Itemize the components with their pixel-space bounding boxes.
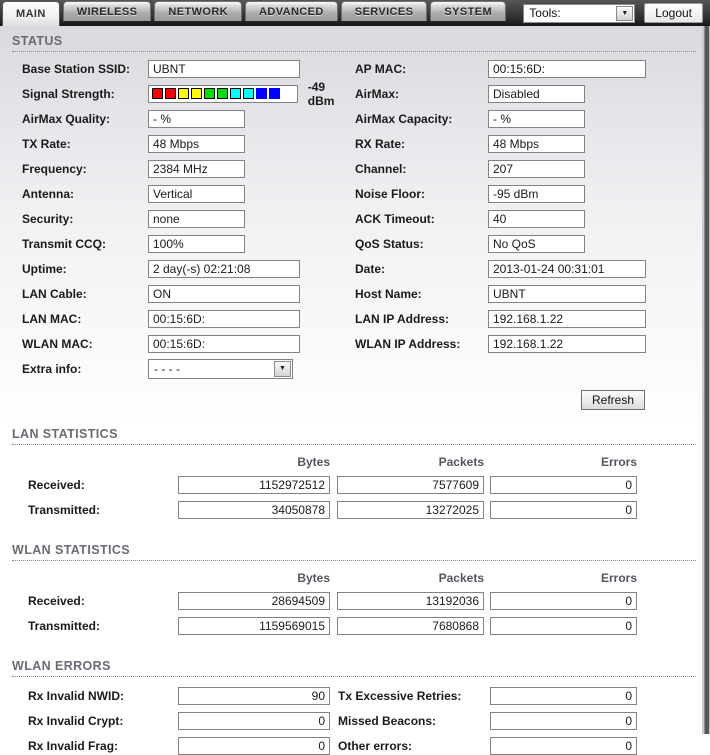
wlan-errors-header: Errors	[600, 571, 637, 585]
lan-statistics-section-title: LAN STATISTICS	[12, 427, 696, 445]
ack-timeout-value: 40	[488, 210, 585, 228]
wlan-bytes-header: Bytes	[297, 571, 330, 585]
transmit-ccq-value: 100%	[148, 235, 245, 253]
lan-errors-header: Errors	[600, 455, 637, 469]
wlan-packets-header: Packets	[438, 571, 484, 585]
airmax-quality-label: AirMax Quality:	[22, 111, 111, 126]
airmax-label: AirMax:	[355, 86, 400, 101]
tab-services[interactable]: SERVICES	[341, 1, 428, 21]
tx-rate-value: 48 Mbps	[148, 135, 245, 153]
tab-network[interactable]: NETWORK	[154, 1, 242, 21]
tx-excessive-retries-label: Tx Excessive Retries:	[338, 689, 462, 703]
wlan-errors-section-title: WLAN ERRORS	[12, 659, 696, 677]
lan-mac-label: LAN MAC:	[22, 311, 82, 326]
channel-value: 207	[488, 160, 585, 178]
topbar-actions	[523, 3, 703, 23]
wlan-received-bytes: 28694509	[178, 592, 330, 610]
lan-cable-value: ON	[148, 285, 300, 303]
airmax-capacity-label: AirMax Capacity:	[355, 111, 453, 126]
logout-button[interactable]: Logout	[644, 3, 703, 23]
tools-select[interactable]	[523, 4, 635, 23]
other-errors-value: 0	[490, 737, 637, 755]
tab-wireless[interactable]: WIRELESS	[63, 1, 152, 21]
missed-beacons-value: 0	[490, 712, 637, 730]
security-label: Security:	[22, 211, 74, 226]
lan-bytes-header: Bytes	[297, 455, 330, 469]
antenna-label: Antenna:	[22, 186, 74, 201]
wlan-received-label: Received:	[28, 594, 85, 608]
uptime-value: 2 day(-s) 02:21:08	[148, 260, 300, 278]
ap-mac-value: 00:15:6D:	[488, 60, 646, 78]
lan-packets-header: Packets	[438, 455, 484, 469]
extra-info-label: Extra info:	[22, 361, 82, 376]
rx-invalid-nwid-label: Rx Invalid NWID:	[28, 689, 125, 703]
rx-invalid-nwid-value: 90	[178, 687, 330, 705]
antenna-value: Vertical	[148, 185, 245, 203]
status-grid	[22, 56, 710, 381]
ack-timeout-label: ACK Timeout:	[355, 211, 435, 226]
extra-info-select[interactable]	[148, 359, 293, 379]
chevron-down-icon[interactable]: ▼	[616, 6, 633, 21]
rx-invalid-crypt-value: 0	[178, 712, 330, 730]
lan-received-packets: 7577609	[337, 476, 484, 494]
lan-ip-address-value: 192.168.1.22	[488, 310, 646, 328]
refresh-button[interactable]: Refresh	[581, 390, 645, 410]
lan-transmitted-bytes: 34050878	[178, 501, 330, 519]
extra-info-select-value: - - - -	[154, 361, 180, 376]
wlan-ip-address-label: WLAN IP Address:	[355, 336, 461, 351]
tab-main[interactable]: MAIN	[2, 1, 60, 26]
tools-select-value: Tools:	[529, 6, 561, 20]
signal-strength-label: Signal Strength:	[22, 86, 115, 101]
airmax-quality-value: - %	[148, 110, 245, 128]
transmit-ccq-label: Transmit CCQ:	[22, 236, 107, 251]
rx-invalid-crypt-label: Rx Invalid Crypt:	[28, 714, 124, 728]
tx-excessive-retries-value: 0	[490, 687, 637, 705]
frequency-label: Frequency:	[22, 161, 87, 176]
missed-beacons-label: Missed Beacons:	[338, 714, 437, 728]
qos-status-value: No QoS	[488, 235, 585, 253]
lan-mac-value: 00:15:6D:	[148, 310, 300, 328]
wlan-received-packets: 13192036	[337, 592, 484, 610]
lan-received-label: Received:	[28, 478, 85, 492]
wlan-transmitted-label: Transmitted:	[28, 619, 101, 633]
rx-invalid-frag-value: 0	[178, 737, 330, 755]
lan-ip-address-label: LAN IP Address:	[355, 311, 450, 326]
lan-received-errors: 0	[490, 476, 637, 494]
noise-floor-label: Noise Floor:	[355, 186, 426, 201]
chevron-down-icon[interactable]: ▼	[274, 361, 291, 377]
lan-transmitted-label: Transmitted:	[28, 503, 101, 517]
base-station-ssid-label: Base Station SSID:	[22, 61, 131, 76]
channel-label: Channel:	[355, 161, 407, 176]
rx-rate-label: RX Rate:	[355, 136, 406, 151]
lan-received-bytes: 1152972512	[178, 476, 330, 494]
noise-floor-value: -95 dBm	[488, 185, 585, 203]
wlan-transmitted-packets: 7680868	[337, 617, 484, 635]
base-station-ssid-value: UBNT	[148, 60, 300, 78]
security-value: none	[148, 210, 245, 228]
main-content	[0, 26, 710, 753]
wlan-statistics-section-title: WLAN STATISTICS	[12, 543, 696, 561]
top-navigation-bar	[0, 0, 710, 26]
window-right-edge	[702, 26, 710, 734]
host-name-value: UBNT	[488, 285, 646, 303]
wlan-mac-label: WLAN MAC:	[22, 336, 93, 351]
date-value: 2013-01-24 00:31:01	[488, 260, 646, 278]
wlan-transmitted-errors: 0	[490, 617, 637, 635]
tx-rate-label: TX Rate:	[22, 136, 71, 151]
date-label: Date:	[355, 261, 386, 276]
wlan-ip-address-value: 192.168.1.22	[488, 335, 646, 353]
rx-rate-value: 48 Mbps	[488, 135, 585, 153]
uptime-label: Uptime:	[22, 261, 67, 276]
wlan-received-errors: 0	[490, 592, 637, 610]
tab-advanced[interactable]: ADVANCED	[245, 1, 338, 21]
wlan-statistics-table	[28, 571, 710, 635]
tab-system[interactable]: SYSTEM	[430, 1, 506, 21]
wlan-mac-value: 00:15:6D:	[148, 335, 300, 353]
lan-cable-label: LAN Cable:	[22, 286, 87, 301]
other-errors-label: Other errors:	[338, 739, 413, 753]
lan-statistics-table	[28, 455, 710, 519]
airmax-value: Disabled	[488, 85, 585, 103]
host-name-label: Host Name:	[355, 286, 422, 301]
signal-strength-dbm: -49 dBm	[307, 79, 335, 108]
status-section-title: STATUS	[12, 34, 696, 52]
airmax-capacity-value: - %	[488, 110, 585, 128]
signal-strength-bar	[148, 85, 298, 103]
qos-status-label: QoS Status:	[355, 236, 424, 251]
lan-transmitted-errors: 0	[490, 501, 637, 519]
ap-mac-label: AP MAC:	[355, 61, 407, 76]
lan-transmitted-packets: 13272025	[337, 501, 484, 519]
frequency-value: 2384 MHz	[148, 160, 245, 178]
wlan-transmitted-bytes: 1159569015	[178, 617, 330, 635]
rx-invalid-frag-label: Rx Invalid Frag:	[28, 739, 119, 753]
wlan-errors-table	[28, 687, 710, 755]
